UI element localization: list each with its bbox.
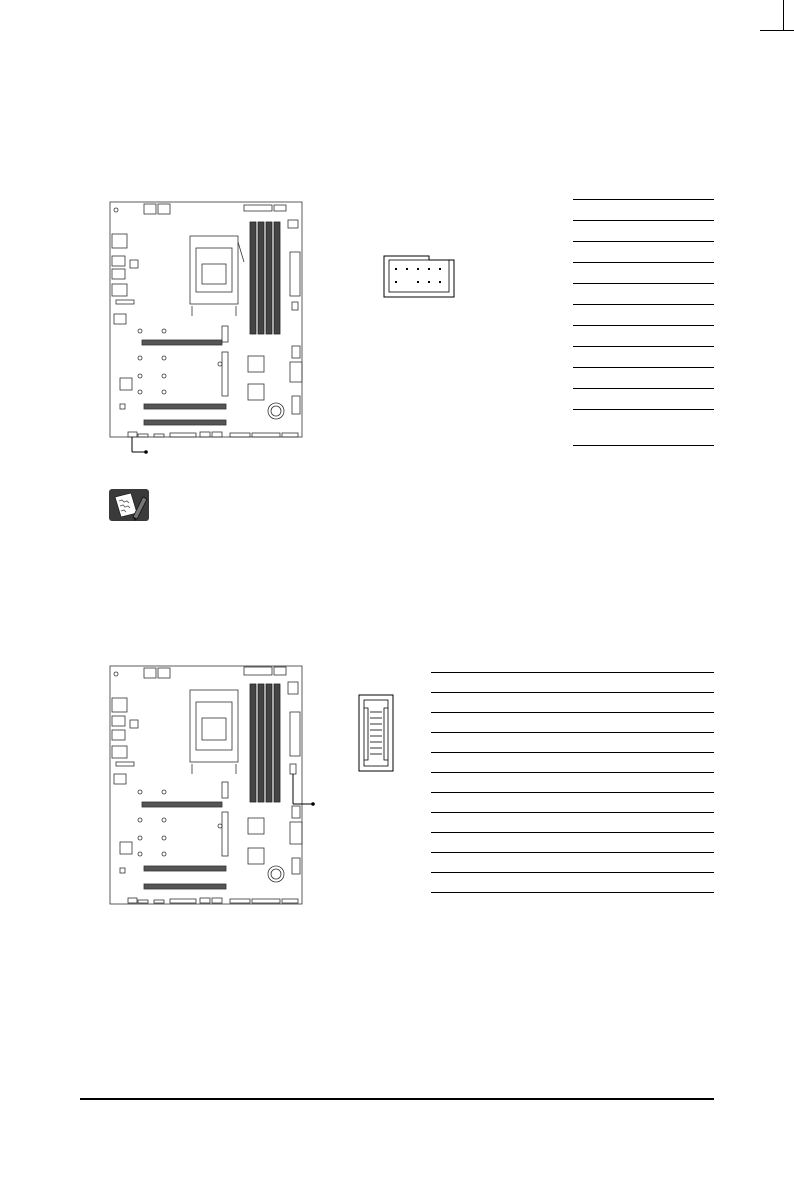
motherboard-diagram-top <box>108 196 308 458</box>
note-pencil-icon <box>107 487 151 528</box>
table-row <box>431 673 714 693</box>
table-row <box>431 753 714 773</box>
table-row <box>573 410 714 446</box>
pin-header-2x5 <box>383 254 455 298</box>
table-row <box>573 305 714 326</box>
table-row <box>573 368 714 389</box>
vertical-connector <box>358 694 394 774</box>
table-row <box>431 693 714 713</box>
table-row <box>431 713 714 733</box>
crop-mark-vertical <box>783 0 784 30</box>
pin-table-connector <box>431 672 714 893</box>
table-row <box>431 833 714 853</box>
table-row <box>573 389 714 410</box>
table-row <box>573 221 714 242</box>
table-row <box>431 873 714 893</box>
motherboard-diagram-bottom <box>108 662 328 910</box>
table-row <box>431 813 714 833</box>
table-row <box>573 263 714 284</box>
table-row <box>573 242 714 263</box>
pin-table-header <box>573 199 714 446</box>
crop-mark-horizontal <box>760 30 794 31</box>
table-row <box>431 793 714 813</box>
footer-rule <box>80 1098 714 1100</box>
table-row <box>431 733 714 753</box>
table-row <box>573 326 714 347</box>
table-row <box>431 773 714 793</box>
table-row <box>573 200 714 221</box>
table-row <box>431 853 714 873</box>
table-row <box>573 347 714 368</box>
table-row <box>573 284 714 305</box>
